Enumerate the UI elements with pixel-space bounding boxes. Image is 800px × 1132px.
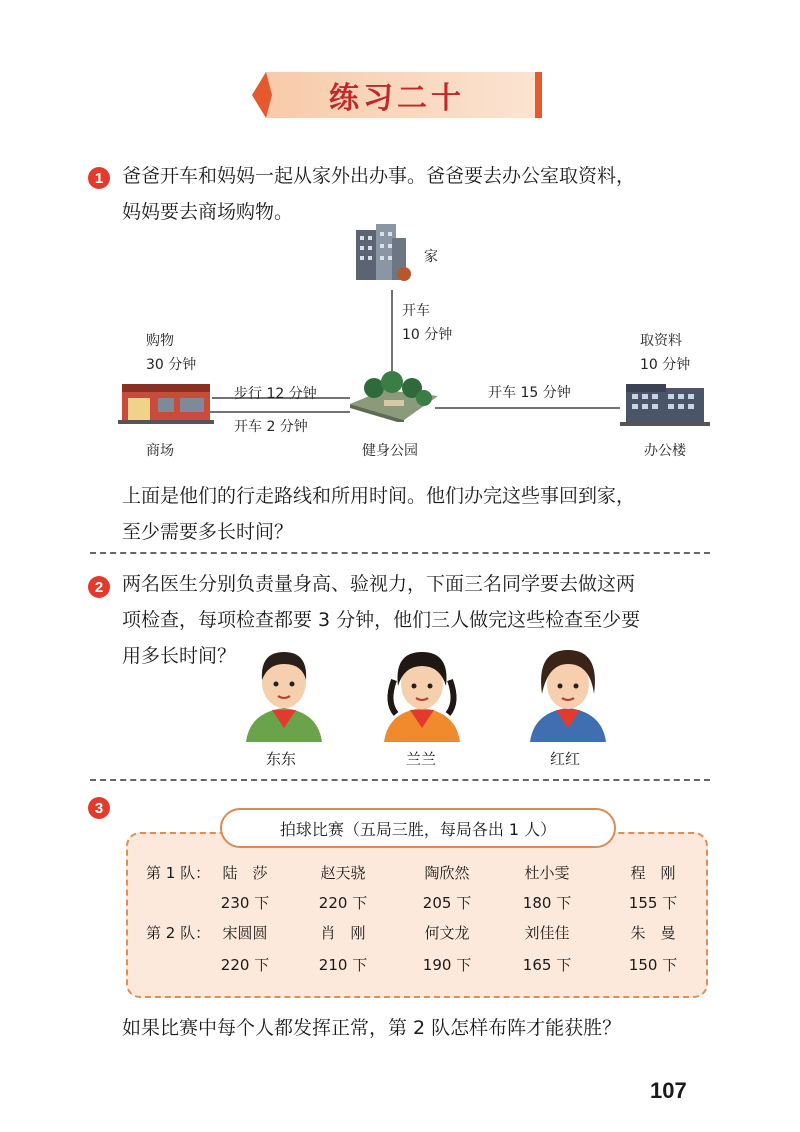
team1-label: 第 1 队： [146, 864, 211, 882]
label-walk: 步行 12 分钟 [234, 386, 317, 402]
team2-label: 第 2 队： [146, 924, 211, 942]
team2-name-4: 刘佳佳 [524, 924, 570, 942]
separator-2 [90, 779, 710, 781]
label-office-task-1: 取资料 [640, 333, 682, 349]
team2-score-4: 165 下 [522, 956, 572, 974]
mall-building-icon [118, 382, 214, 424]
label-drive-right: 开车 15 分钟 [488, 385, 571, 401]
q1-line-2: 妈妈要去商场购物。 [122, 201, 294, 223]
student-name-2: 兰兰 [406, 750, 437, 768]
label-park: 健身公园 [362, 443, 418, 459]
team1-name-2: 赵天骁 [320, 864, 366, 882]
question-number-1: 1 [88, 167, 110, 189]
team2-name-3: 何文龙 [424, 924, 470, 942]
team1-score-5: 155 下 [628, 894, 678, 912]
team1-name-5: 程 刚 [630, 864, 676, 882]
home-building-icon [352, 224, 414, 286]
team2-score-5: 150 下 [628, 956, 678, 974]
label-mall: 商场 [146, 443, 174, 459]
team2-score-1: 220 下 [220, 956, 270, 974]
student-name-1: 东东 [266, 750, 297, 768]
team1-name-1: 陆 莎 [222, 864, 268, 882]
team2-name-5: 朱 曼 [630, 924, 676, 942]
team1-score-1: 230 下 [220, 894, 270, 912]
student-name-3: 红红 [550, 750, 581, 768]
q2-line-2: 项检查，每项检查都要 3 分钟，他们三人做完这些检查至少要 [122, 609, 641, 631]
label-home-route-2: 10 分钟 [402, 327, 453, 343]
q3-question: 如果比赛中每个人都发挥正常，第 2 队怎样布阵才能获胜？ [122, 1017, 622, 1039]
q1-after-line-2: 至少需要多长时间？ [122, 521, 294, 543]
label-office-task-2: 10 分钟 [640, 357, 691, 373]
q1-after-line-1: 上面是他们的行走路线和所用时间。他们办完这些事回到家， [122, 485, 636, 507]
label-home: 家 [424, 249, 438, 265]
team2-name-1: 宋圆圆 [222, 924, 268, 942]
question-number-3: 3 [88, 797, 110, 819]
team1-score-2: 220 下 [318, 894, 368, 912]
office-building-icon [620, 380, 710, 426]
label-drive-left: 开车 2 分钟 [234, 419, 308, 435]
page-title: 练习二十 [329, 81, 465, 116]
page-number: 107 [650, 1078, 687, 1103]
label-home-route-1: 开车 [402, 303, 430, 319]
q1-line-1: 爸爸开车和妈妈一起从家外出办事。爸爸要去办公室取资料， [122, 165, 636, 187]
student-honghong-avatar [526, 642, 610, 742]
separator-1 [90, 552, 710, 554]
park-icon [344, 370, 440, 422]
question-number-2: 2 [88, 576, 110, 598]
q2-line-3: 用多长时间？ [122, 645, 237, 667]
label-shopping-task-1: 购物 [146, 333, 174, 349]
q2-line-1: 两名医生分别负责量身高、验视力，下面三名同学要去做这两 [122, 573, 636, 595]
team1-score-3: 205 下 [422, 894, 472, 912]
student-lanlan-avatar [380, 642, 464, 742]
student-dongdong-avatar [242, 642, 326, 742]
team1-name-4: 杜小雯 [524, 864, 570, 882]
competition-banner: 拍球比赛（五局三胜，每局各出 1 人） [220, 808, 616, 848]
team1-name-3: 陶欣然 [424, 864, 470, 882]
label-shopping-task-2: 30 分钟 [146, 357, 197, 373]
label-office: 办公楼 [644, 443, 686, 459]
team2-score-3: 190 下 [422, 956, 472, 974]
team2-score-2: 210 下 [318, 956, 368, 974]
team1-score-4: 180 下 [522, 894, 572, 912]
team2-name-2: 肖 刚 [320, 924, 366, 942]
